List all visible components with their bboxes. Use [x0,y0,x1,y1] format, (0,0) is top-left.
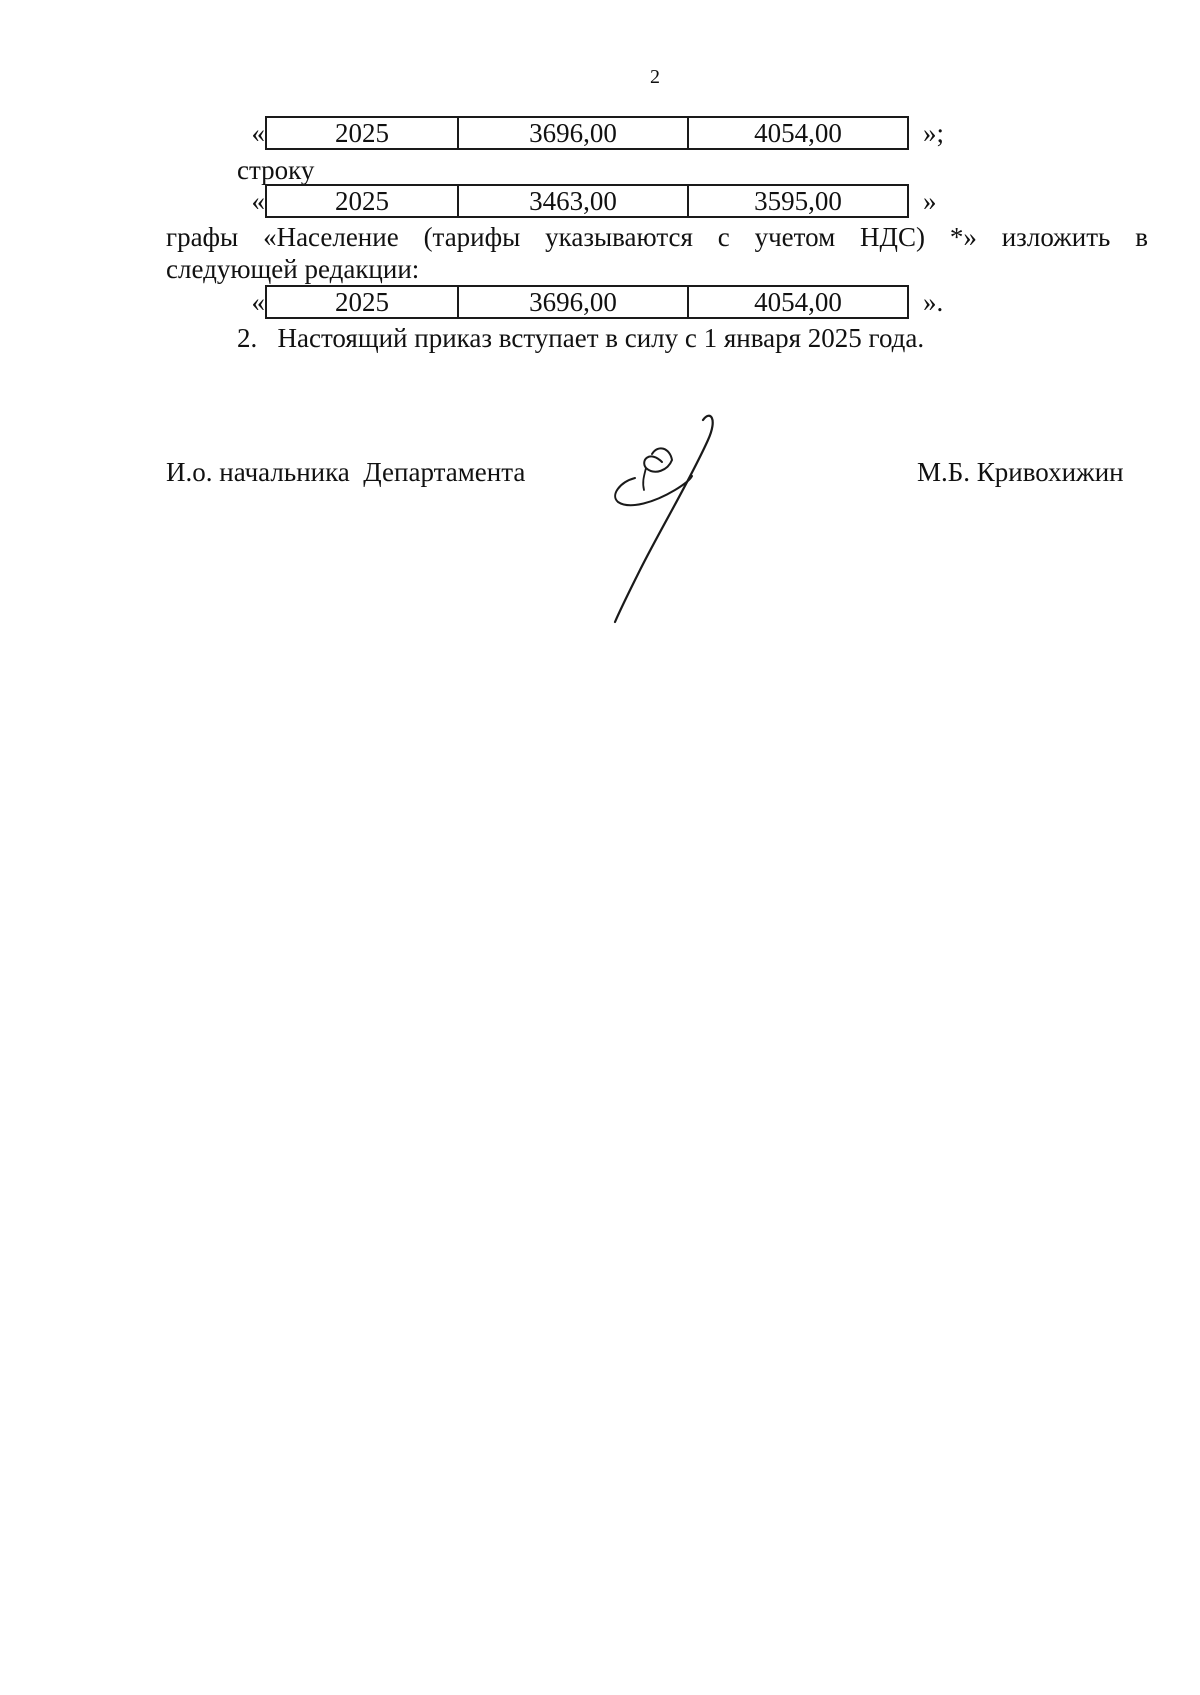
year-cell: 2025 [267,118,459,148]
page-number: 2 [650,66,660,88]
value-cell-1: 3696,00 [459,287,689,317]
text-stroku: строку [237,155,315,185]
quote-open: « [251,118,265,148]
value-cell-1: 3463,00 [459,186,689,216]
quote-close: ». [923,287,944,317]
signatory-name: М.Б. Кривохижин [917,457,1124,487]
quote-close: »; [923,118,945,148]
year-cell: 2025 [267,186,459,216]
quote-open: « [251,287,265,317]
year-cell: 2025 [267,287,459,317]
value-cell-2: 4054,00 [754,287,842,317]
tariff-table-row [265,116,909,150]
text-item-2: 2. Настоящий приказ вступает в силу с 1 января 2025 года. [237,323,925,353]
value-cell-2: 3595,00 [754,186,842,216]
value-cell-1: 3696,00 [459,118,689,148]
text-grafy-line1: графы «Население (тарифы указываются с учетом НДС) *» изложить в [166,222,1148,252]
quote-close: » [923,186,937,216]
tariff-table-row [265,184,909,218]
signatory-position: И.о. начальника Департамента [166,457,526,487]
tariff-table-row [265,285,909,319]
handwritten-signature-icon [610,410,780,625]
quote-open: « [251,186,265,216]
value-cell-2: 4054,00 [754,118,842,148]
text-grafy-line2: следующей редакции: [166,254,420,284]
